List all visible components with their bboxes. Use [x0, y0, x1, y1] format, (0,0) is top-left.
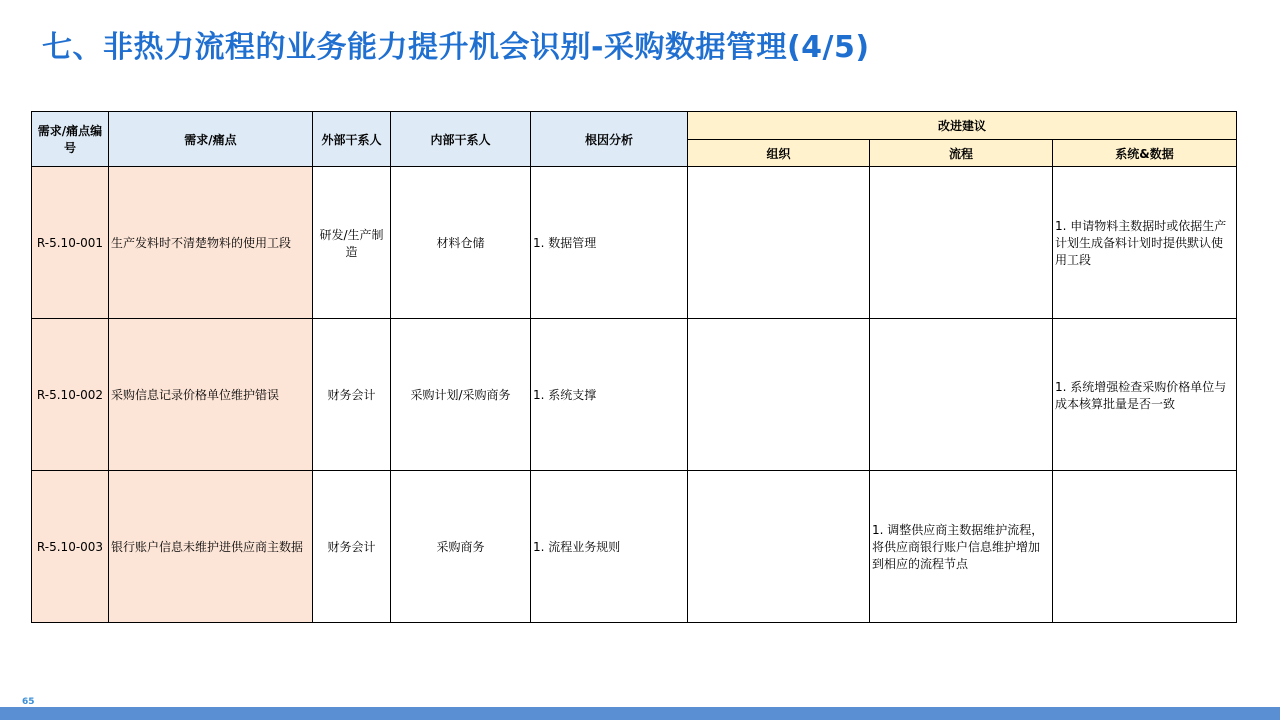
cell-id: R-5.10-003: [32, 471, 109, 623]
cell-org: [688, 471, 870, 623]
cell-pain: 生产发料时不清楚物料的使用工段: [109, 167, 313, 319]
cell-external: 财务会计: [313, 471, 391, 623]
footer-bar: [0, 707, 1280, 720]
table-row: [32, 319, 1237, 471]
cell-org: [688, 167, 870, 319]
header-pain: 需求/痛点: [109, 112, 313, 167]
cell-external: 财务会计: [313, 319, 391, 471]
cell-process: [870, 319, 1053, 471]
cell-system: [1053, 471, 1237, 623]
pain-point-table: [31, 111, 1237, 623]
header-improvement: 改进建议: [688, 112, 1237, 140]
page-number: 65: [22, 697, 35, 707]
cell-process: 1. 调整供应商主数据维护流程，将供应商银行账户信息维护增加到相应的流程节点: [870, 471, 1053, 623]
cell-system: 1. 系统增强检查采购价格单位与成本核算批量是否一致: [1053, 319, 1237, 471]
cell-root-cause: 1. 流程业务规则: [531, 471, 688, 623]
header-root-cause: 根因分析: [531, 112, 688, 167]
table-row: [32, 471, 1237, 623]
cell-id: R-5.10-002: [32, 319, 109, 471]
page-title: 七、非热力流程的业务能力提升机会识别-采购数据管理(4/5): [42, 30, 870, 65]
cell-process: [870, 167, 1053, 319]
cell-root-cause: 1. 系统支撑: [531, 319, 688, 471]
header-internal: 内部干系人: [391, 112, 531, 167]
header-external: 外部干系人: [313, 112, 391, 167]
header-system: 系统&数据: [1053, 140, 1237, 167]
cell-internal: 材料仓储: [391, 167, 531, 319]
header-org: 组织: [688, 140, 870, 167]
header-id: 需求/痛点编号: [32, 112, 109, 167]
cell-root-cause: 1. 数据管理: [531, 167, 688, 319]
cell-pain: 采购信息记录价格单位维护错误: [109, 319, 313, 471]
table-row: [32, 167, 1237, 319]
cell-id: R-5.10-001: [32, 167, 109, 319]
cell-internal: 采购计划/采购商务: [391, 319, 531, 471]
header-process: 流程: [870, 140, 1053, 167]
cell-internal: 采购商务: [391, 471, 531, 623]
cell-org: [688, 319, 870, 471]
cell-pain: 银行账户信息未维护进供应商主数据: [109, 471, 313, 623]
cell-external: 研发/生产制造: [313, 167, 391, 319]
cell-system: 1. 申请物料主数据时或依据生产计划生成备料计划时提供默认使用工段: [1053, 167, 1237, 319]
